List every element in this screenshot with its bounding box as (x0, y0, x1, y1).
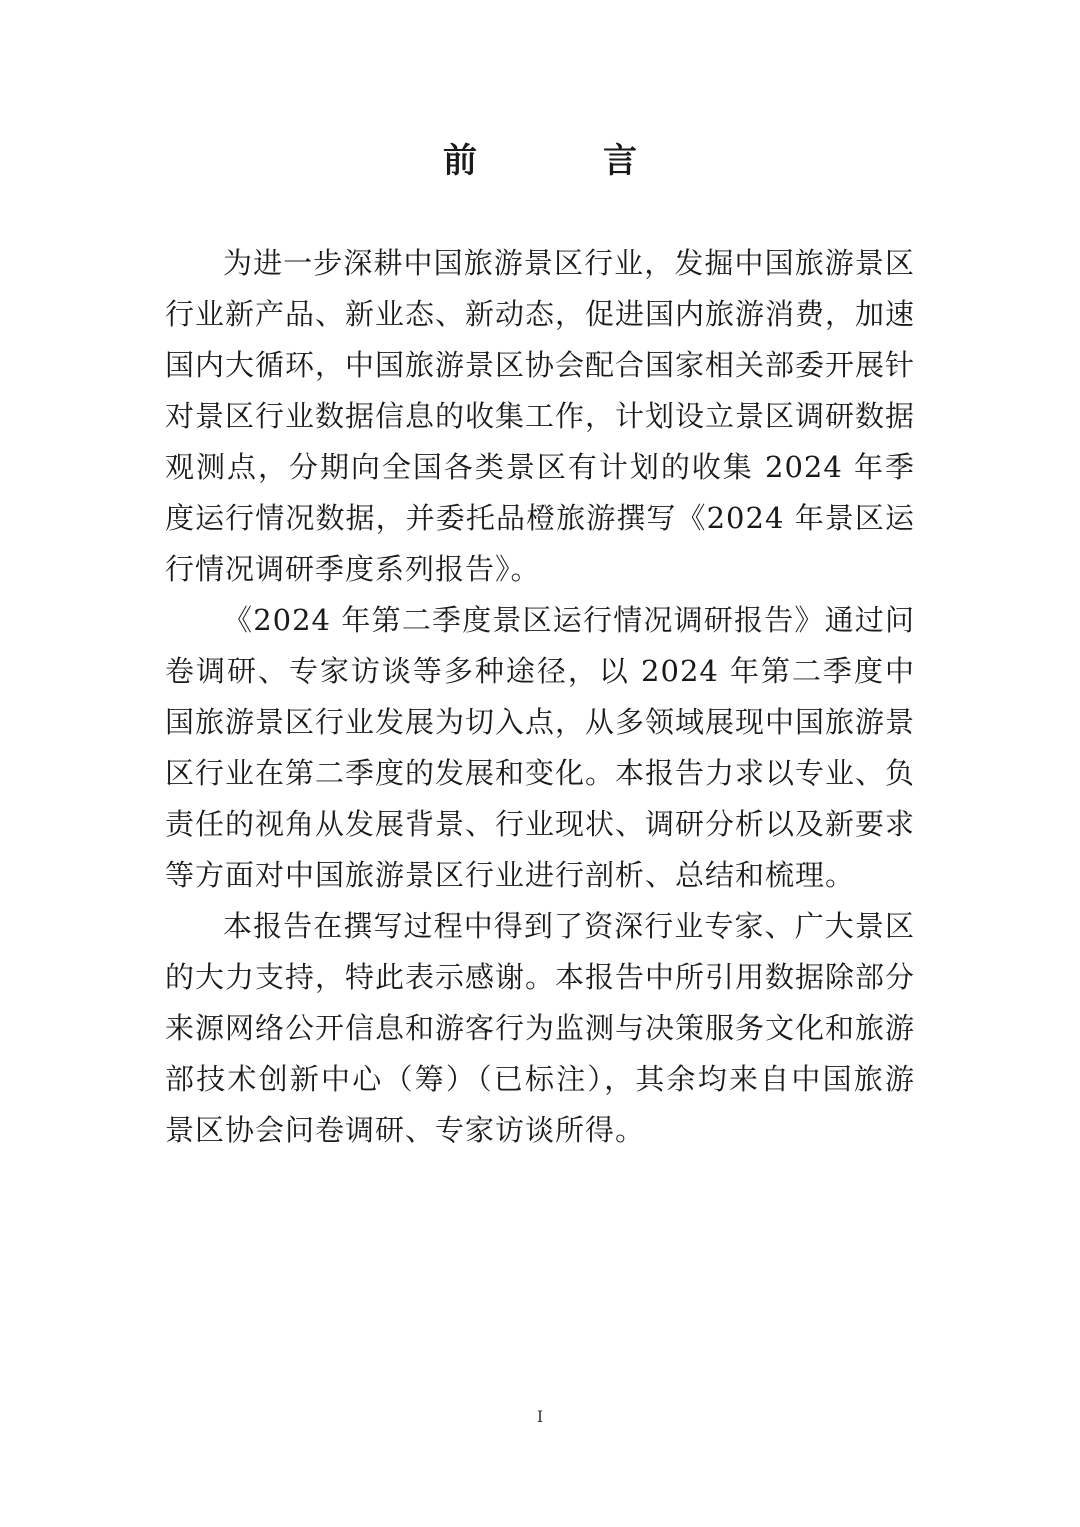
paragraph-1: 为进一步深耕中国旅游景区行业，发掘中国旅游景区行业新产品、新业态、新动态，促进国内旅游消费，加速国内大循环，中国旅游景区协会配合国家相关部委开展针对景区行业数据信息的收集工作，计划设立景区调研数据观测点，分期向全国各类景区有计划的收集 2024 年季度运行情况数据，并委托品橙旅游撰写《2024 年景区运行情况调研季度系列报告》。 (165, 246, 916, 586)
paragraph-3: 本报告在撰写过程中得到了资深行业专家、广大景区的大力支持，特此表示感谢。本报告中所引用数据除部分来源网络公开信息和游客行为监测与决策服务文化和旅游部技术创新中心（筹）（已标注），其余均来自中国旅游景区协会问卷调研、专家访谈所得。 (165, 909, 916, 1147)
page-title: 前 言 (443, 141, 683, 181)
preface-body (165, 238, 915, 1156)
paragraph-2: 《2024 年第二季度景区运行情况调研报告》通过问卷调研、专家访谈等多种途径，以 2024 年第二季度中国旅游景区行业发展为切入点，从多领域展现中国旅游景区行业在第二季度的发展和变化。本报告力求以专业、负责任的视角从发展背景、行业现状、调研分析以及新要求等方面对中国旅游景区行业进行剖析、总结和梳理。 (165, 603, 916, 892)
page-number: I (536, 1407, 544, 1426)
